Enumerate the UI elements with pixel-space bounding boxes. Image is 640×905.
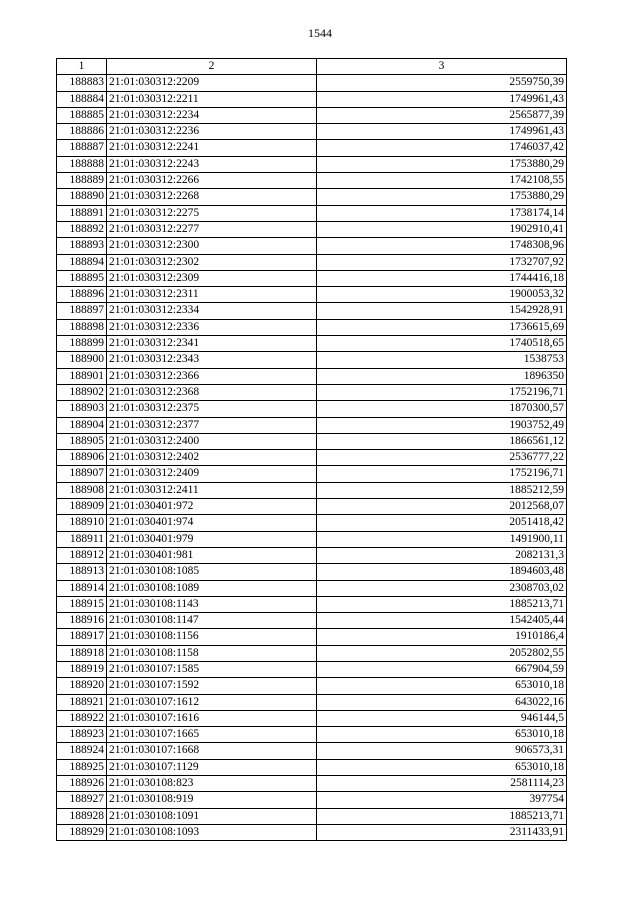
table-row (57, 645, 567, 661)
value-cell: 1752196,71 (317, 384, 567, 400)
table-row (57, 156, 567, 172)
row-number-cell: 188905 (57, 433, 107, 449)
table-row (57, 482, 567, 498)
value-cell: 1746037,42 (317, 140, 567, 156)
value-cell: 1732707,92 (317, 254, 567, 270)
row-number-cell: 188921 (57, 694, 107, 710)
value-cell: 1894603,48 (317, 564, 567, 580)
row-number-cell: 188911 (57, 531, 107, 547)
cadastral-number-cell: 21:01:030107:1612 (107, 694, 317, 710)
cadastral-number-cell: 21:01:030312:2334 (107, 303, 317, 319)
value-cell: 906573,31 (317, 743, 567, 759)
row-number-cell: 188903 (57, 401, 107, 417)
table-row (57, 75, 567, 91)
table-row (57, 189, 567, 205)
cadastral-number-cell: 21:01:030312:2209 (107, 75, 317, 91)
table-row (57, 466, 567, 482)
cadastral-number-cell: 21:01:030108:1147 (107, 613, 317, 629)
value-cell: 1900053,32 (317, 287, 567, 303)
row-number-cell: 188923 (57, 727, 107, 743)
cadastral-number-cell: 21:01:030312:2275 (107, 205, 317, 221)
value-cell: 1749961,43 (317, 91, 567, 107)
table-body (57, 75, 567, 841)
row-number-cell: 188920 (57, 678, 107, 694)
column-header-2: 2 (107, 59, 317, 75)
cadastral-number-cell: 21:01:030107:1585 (107, 661, 317, 677)
row-number-cell: 188887 (57, 140, 107, 156)
row-number-cell: 188885 (57, 107, 107, 123)
table-row (57, 547, 567, 563)
column-header-3: 3 (317, 59, 567, 75)
cadastral-number-cell: 21:01:030107:1616 (107, 710, 317, 726)
value-cell: 1866561,12 (317, 433, 567, 449)
table-row (57, 107, 567, 123)
cadastral-number-cell: 21:01:030401:981 (107, 547, 317, 563)
cadastral-number-cell: 21:01:030312:2336 (107, 319, 317, 335)
cadastral-number-cell: 21:01:030312:2302 (107, 254, 317, 270)
table-row (57, 824, 567, 840)
row-number-cell: 188925 (57, 759, 107, 775)
row-number-cell: 188929 (57, 824, 107, 840)
cadastral-number-cell: 21:01:030108:1156 (107, 629, 317, 645)
table-row (57, 336, 567, 352)
table-row (57, 596, 567, 612)
value-cell: 1742108,55 (317, 173, 567, 189)
cadastral-number-cell: 21:01:030312:2211 (107, 91, 317, 107)
value-cell: 1885213,71 (317, 596, 567, 612)
table-row (57, 531, 567, 547)
value-cell: 2051418,42 (317, 515, 567, 531)
table-row (57, 759, 567, 775)
table-row (57, 319, 567, 335)
cadastral-number-cell: 21:01:030312:2402 (107, 450, 317, 466)
cadastral-number-cell: 21:01:030108:823 (107, 776, 317, 792)
value-cell: 1748308,96 (317, 238, 567, 254)
table-row (57, 401, 567, 417)
value-cell: 1896350 (317, 368, 567, 384)
table-row (57, 727, 567, 743)
row-number-cell: 188902 (57, 384, 107, 400)
value-cell: 1753880,29 (317, 189, 567, 205)
row-number-cell: 188896 (57, 287, 107, 303)
cadastral-number-cell: 21:01:030312:2341 (107, 336, 317, 352)
cadastral-number-cell: 21:01:030312:2236 (107, 124, 317, 140)
cadastral-number-cell: 21:01:030108:1091 (107, 808, 317, 824)
cadastral-number-cell: 21:01:030312:2375 (107, 401, 317, 417)
value-cell: 1738174,14 (317, 205, 567, 221)
table-row (57, 710, 567, 726)
cadastral-number-cell: 21:01:030312:2311 (107, 287, 317, 303)
cadastral-number-cell: 21:01:030107:1592 (107, 678, 317, 694)
row-number-cell: 188906 (57, 450, 107, 466)
row-number-cell: 188919 (57, 661, 107, 677)
value-cell: 1749961,43 (317, 124, 567, 140)
cadastral-number-cell: 21:01:030108:919 (107, 792, 317, 808)
cadastral-number-cell: 21:01:030401:974 (107, 515, 317, 531)
row-number-cell: 188894 (57, 254, 107, 270)
table-row (57, 384, 567, 400)
header-row (57, 59, 567, 75)
cadastral-number-cell: 21:01:030312:2400 (107, 433, 317, 449)
row-number-cell: 188914 (57, 580, 107, 596)
row-number-cell: 188886 (57, 124, 107, 140)
table-row (57, 221, 567, 237)
cadastral-number-cell: 21:01:030108:1158 (107, 645, 317, 661)
value-cell: 653010,18 (317, 678, 567, 694)
table-row (57, 808, 567, 824)
cadastral-number-cell: 21:01:030312:2409 (107, 466, 317, 482)
cadastral-number-cell: 21:01:030312:2366 (107, 368, 317, 384)
row-number-cell: 188917 (57, 629, 107, 645)
value-cell: 1885213,71 (317, 808, 567, 824)
row-number-cell: 188927 (57, 792, 107, 808)
row-number-cell: 188910 (57, 515, 107, 531)
table-row (57, 499, 567, 515)
value-cell: 1870300,57 (317, 401, 567, 417)
value-cell: 2308703,02 (317, 580, 567, 596)
table-row (57, 564, 567, 580)
table-row (57, 368, 567, 384)
value-cell: 1910186,4 (317, 629, 567, 645)
value-cell: 2052802,55 (317, 645, 567, 661)
value-cell: 2536777,22 (317, 450, 567, 466)
table-row (57, 140, 567, 156)
cadastral-number-cell: 21:01:030312:2241 (107, 140, 317, 156)
cadastral-number-cell: 21:01:030312:2300 (107, 238, 317, 254)
value-cell: 1740518,65 (317, 336, 567, 352)
row-number-cell: 188895 (57, 270, 107, 286)
table-row (57, 515, 567, 531)
row-number-cell: 188888 (57, 156, 107, 172)
row-number-cell: 188900 (57, 352, 107, 368)
row-number-cell: 188918 (57, 645, 107, 661)
value-cell: 1736615,69 (317, 319, 567, 335)
cadastral-number-cell: 21:01:030401:979 (107, 531, 317, 547)
table-row (57, 173, 567, 189)
row-number-cell: 188907 (57, 466, 107, 482)
value-cell: 1538753 (317, 352, 567, 368)
table-row (57, 629, 567, 645)
value-cell: 1744416,18 (317, 270, 567, 286)
table-row (57, 303, 567, 319)
column-header-1: 1 (57, 59, 107, 75)
cadastral-number-cell: 21:01:030312:2309 (107, 270, 317, 286)
cadastral-number-cell: 21:01:030107:1665 (107, 727, 317, 743)
value-cell: 2311433,91 (317, 824, 567, 840)
row-number-cell: 188913 (57, 564, 107, 580)
row-number-cell: 188924 (57, 743, 107, 759)
cadastral-number-cell: 21:01:030108:1085 (107, 564, 317, 580)
row-number-cell: 188890 (57, 189, 107, 205)
cadastral-number-cell: 21:01:030107:1668 (107, 743, 317, 759)
value-cell: 2565877,39 (317, 107, 567, 123)
row-number-cell: 188892 (57, 221, 107, 237)
cadastral-number-cell: 21:01:030312:2277 (107, 221, 317, 237)
cadastral-number-cell: 21:01:030312:2243 (107, 156, 317, 172)
row-number-cell: 188897 (57, 303, 107, 319)
table-row (57, 694, 567, 710)
row-number-cell: 188928 (57, 808, 107, 824)
row-number-cell: 188883 (57, 75, 107, 91)
row-number-cell: 188889 (57, 173, 107, 189)
value-cell: 1885212,59 (317, 482, 567, 498)
value-cell: 1902910,41 (317, 221, 567, 237)
cadastral-number-cell: 21:01:030107:1129 (107, 759, 317, 775)
cadastral-number-cell: 21:01:030312:2368 (107, 384, 317, 400)
value-cell: 653010,18 (317, 727, 567, 743)
table-row (57, 792, 567, 808)
row-number-cell: 188901 (57, 368, 107, 384)
table-row (57, 450, 567, 466)
row-number-cell: 188898 (57, 319, 107, 335)
row-number-cell: 188904 (57, 417, 107, 433)
cadastral-number-cell: 21:01:030108:1089 (107, 580, 317, 596)
table-row (57, 287, 567, 303)
value-cell: 397754 (317, 792, 567, 808)
table-row (57, 205, 567, 221)
table-row (57, 417, 567, 433)
table-row (57, 91, 567, 107)
value-cell: 946144,5 (317, 710, 567, 726)
value-cell: 1903752,49 (317, 417, 567, 433)
table-row (57, 352, 567, 368)
table-row (57, 678, 567, 694)
value-cell: 2012568,07 (317, 499, 567, 515)
value-cell: 2559750,39 (317, 75, 567, 91)
row-number-cell: 188909 (57, 499, 107, 515)
row-number-cell: 188915 (57, 596, 107, 612)
cadastral-number-cell: 21:01:030312:2234 (107, 107, 317, 123)
cadastral-number-cell: 21:01:030312:2266 (107, 173, 317, 189)
row-number-cell: 188908 (57, 482, 107, 498)
cadastral-number-cell: 21:01:030108:1143 (107, 596, 317, 612)
value-cell: 1542928,91 (317, 303, 567, 319)
value-cell: 667904,59 (317, 661, 567, 677)
cadastral-number-cell: 21:01:030401:972 (107, 499, 317, 515)
data-table (56, 58, 567, 841)
table-row (57, 433, 567, 449)
value-cell: 1752196,71 (317, 466, 567, 482)
row-number-cell: 188893 (57, 238, 107, 254)
table-row (57, 661, 567, 677)
row-number-cell: 188916 (57, 613, 107, 629)
cadastral-number-cell: 21:01:030108:1093 (107, 824, 317, 840)
row-number-cell: 188922 (57, 710, 107, 726)
row-number-cell: 188912 (57, 547, 107, 563)
cadastral-number-cell: 21:01:030312:2343 (107, 352, 317, 368)
value-cell: 1753880,29 (317, 156, 567, 172)
value-cell: 653010,18 (317, 759, 567, 775)
value-cell: 1491900,11 (317, 531, 567, 547)
table-row (57, 776, 567, 792)
row-number-cell: 188884 (57, 91, 107, 107)
table-row (57, 238, 567, 254)
cadastral-number-cell: 21:01:030312:2377 (107, 417, 317, 433)
value-cell: 643022,16 (317, 694, 567, 710)
cadastral-number-cell: 21:01:030312:2268 (107, 189, 317, 205)
row-number-cell: 188899 (57, 336, 107, 352)
table-row (57, 580, 567, 596)
value-cell: 2082131,3 (317, 547, 567, 563)
row-number-cell: 188926 (57, 776, 107, 792)
table-row (57, 124, 567, 140)
value-cell: 2581114,23 (317, 776, 567, 792)
table-row (57, 254, 567, 270)
table-row (57, 270, 567, 286)
value-cell: 1542405,44 (317, 613, 567, 629)
page-number: 1544 (308, 26, 332, 40)
cadastral-number-cell: 21:01:030312:2411 (107, 482, 317, 498)
table-row (57, 743, 567, 759)
table-row (57, 613, 567, 629)
row-number-cell: 188891 (57, 205, 107, 221)
